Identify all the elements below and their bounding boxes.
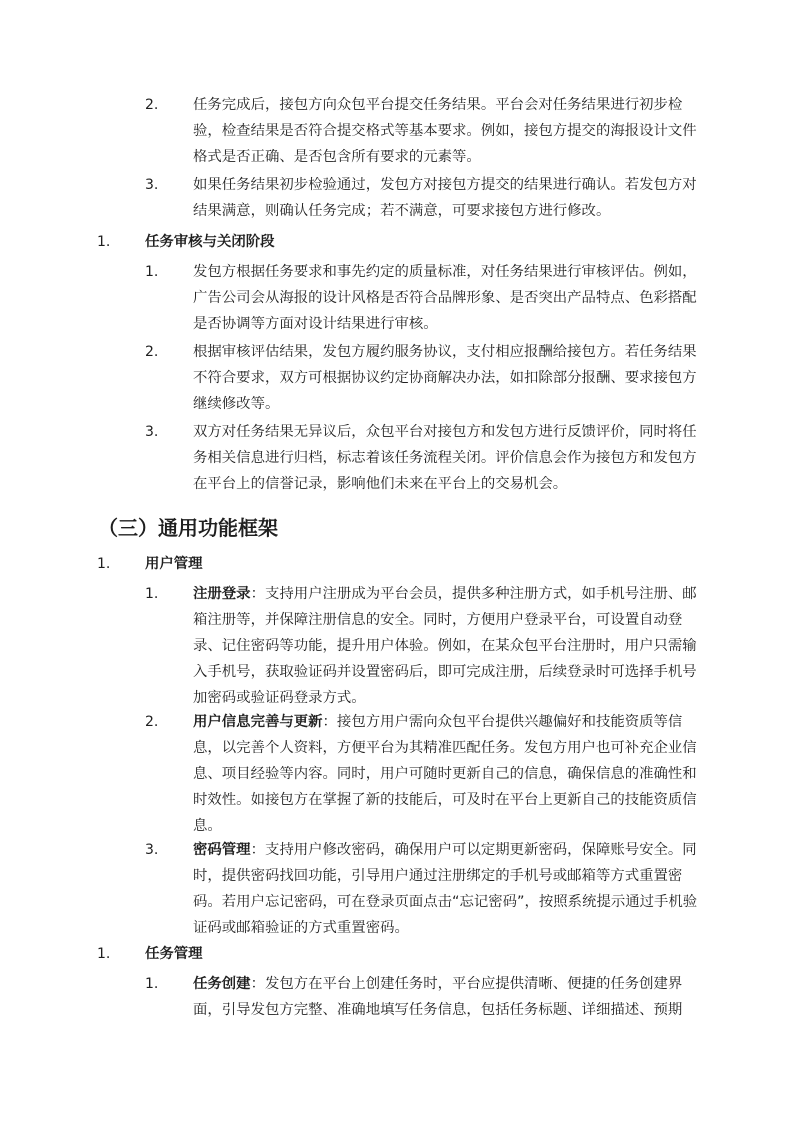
list-text: 如果任务结果初步检验通过，发包方对接包方提交的结果进行确认。若发包方对结果满意，则确认任务完成；若不满意，可要求接包方进行修改。: [193, 177, 697, 219]
term-description: ：支持用户修改密码，确保用户可以定期更新密码，保障账号安全。同时，提供密码找回功能，引导用户通过注册绑定的手机号或邮箱等方式重置密码。若用户忘记密码，可在登录页面点击“忘记密码”，按照系统提示通过手机验证码或邮箱验证的方式重置密码。: [193, 842, 698, 936]
section-title: （三）通用功能框架: [98, 516, 278, 540]
list-number: 3.: [145, 177, 159, 193]
list-number: 1.: [145, 976, 159, 992]
list-text: [193, 837, 703, 941]
list-number: 3.: [145, 842, 159, 858]
list-number: 2.: [145, 344, 159, 360]
term-description: ：发包方在平台上创建任务时，平台应提供清晰、便捷的任务创建界面，引导发包方完整、准确地填写任务信息，包括任务标题、详细描述、预期: [193, 976, 683, 1018]
term-label: 任务创建: [193, 976, 251, 992]
list-number: 1.: [97, 556, 111, 572]
list-text: 发包方根据任务要求和事先约定的质量标准，对任务结果进行审核评估。例如，广告公司会从海报的设计风格是否符合品牌形象、是否突出产品特点、色彩搭配是否协调等方面对设计结果进行审核。: [193, 264, 697, 332]
term-description: ：接包方用户需向众包平台提供兴趣偏好和技能资质等信息，以完善个人资料，方便平台为其精准匹配任务。发包方用户也可补充企业信息、项目经验等内容。同时，用户可随时更新自己的信息，确保信息的准确性和时效性。如接包方在掌握了新的技能后，可及时在平台上更新自己的技能资质信息。: [193, 714, 697, 834]
list-heading-text: 用户管理: [145, 556, 203, 572]
list-number: 1.: [97, 946, 111, 962]
list-text: [193, 971, 703, 1023]
term-label: 注册登录: [193, 586, 251, 602]
term-label: 用户信息完善与更新: [193, 714, 323, 730]
list-text: 根据审核评估结果，发包方履约服务协议，支付相应报酬给接包方。若任务结果不符合要求，双方可根据协议约定协商解决办法，如扣除部分报酬、要求接包方继续修改等。: [193, 344, 697, 412]
list-number: 1.: [145, 264, 159, 280]
list-text: 双方对任务结果无异议后，众包平台对接包方和发包方进行反馈评价，同时将任务相关信息进行归档，标志着该任务流程关闭。评价信息会作为接包方和发包方在平台上的信誉记录，影响他们未来在平台上的交易机会。: [193, 424, 697, 492]
list-number: 1.: [145, 586, 159, 602]
list-number: 2.: [145, 97, 159, 113]
list-heading-text: 任务审核与关闭阶段: [145, 234, 275, 250]
list-text: 任务完成后，接包方向众包平台提交任务结果。平台会对任务结果进行初步检验，检查结果是否符合提交格式等基本要求。例如，接包方提交的海报设计文件格式是否正确、是否包含所有要求的元素等。: [193, 97, 697, 165]
list-text: [193, 709, 703, 839]
list-number: 3.: [145, 424, 159, 440]
list-text: [193, 581, 703, 711]
term-description: ：支持用户注册成为平台会员，提供多种注册方式，如手机号注册、邮箱注册等，并保障注册信息的安全。同时，方便用户登录平台，可设置自动登录、记住密码等功能，提升用户体验。例如，在某众包平台注册时，用户只需输入手机号，获取验证码并设置密码后，即可完成注册，后续登录时可选择手机号加密码或验证码登录方式。: [193, 586, 697, 706]
term-label: 密码管理: [193, 842, 251, 858]
list-number: 2.: [145, 714, 159, 730]
list-heading-text: 任务管理: [145, 946, 203, 962]
list-number: 1.: [97, 234, 111, 250]
